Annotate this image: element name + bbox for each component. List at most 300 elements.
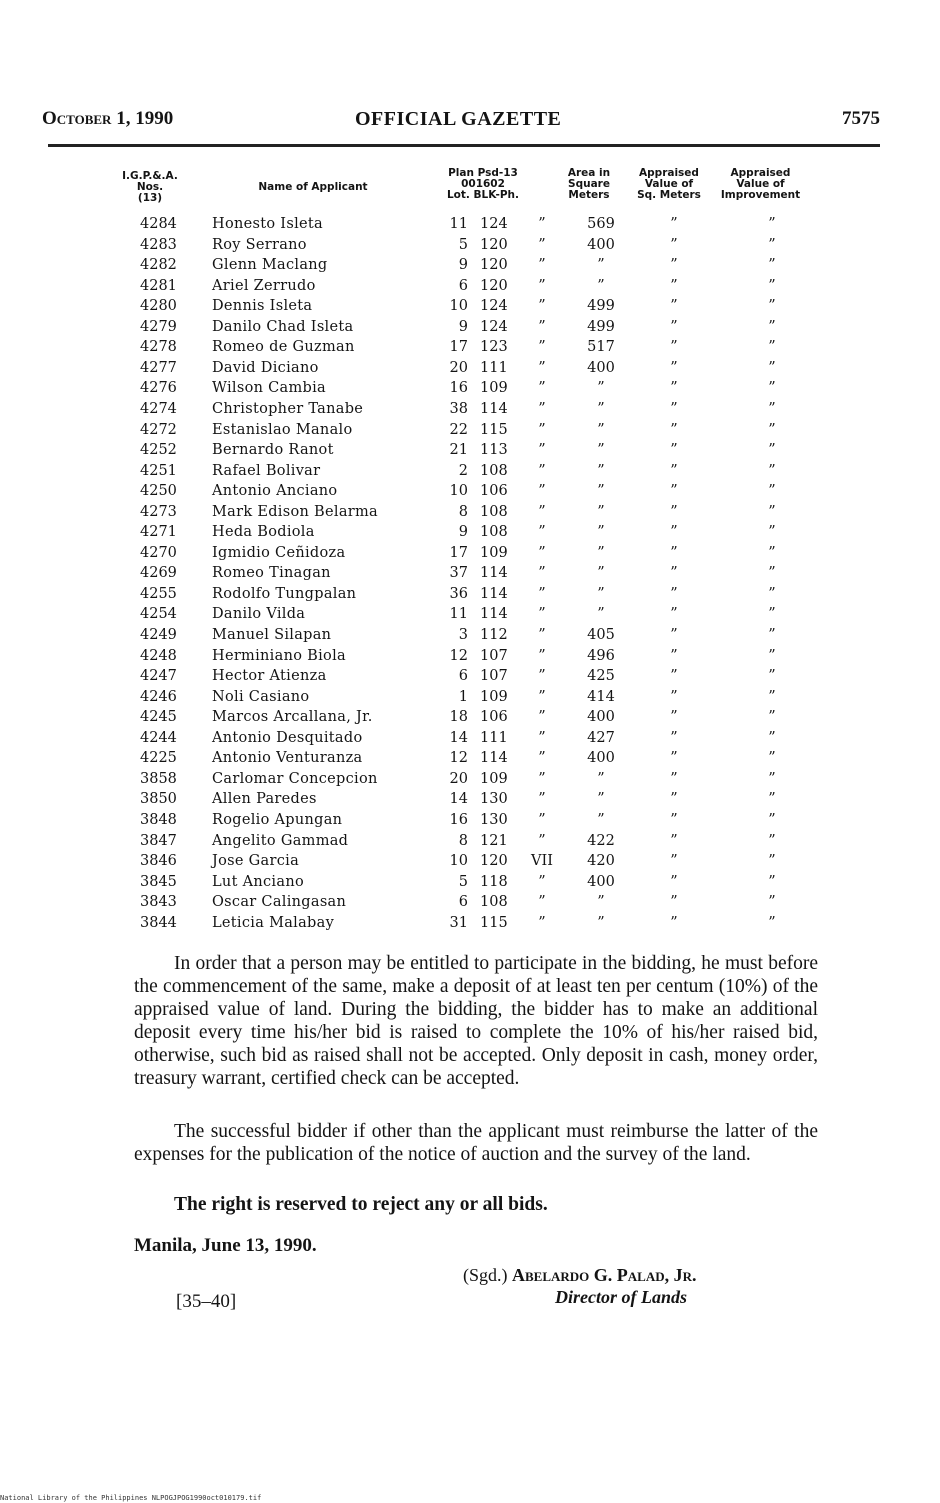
appraised-value: ” bbox=[670, 894, 678, 911]
appraised-value: ” bbox=[670, 216, 678, 232]
improvement-value: ” bbox=[768, 339, 776, 356]
area-sq-m: ” bbox=[597, 462, 605, 479]
area-sq-m: 517 bbox=[587, 339, 615, 356]
lot-number: 36 bbox=[449, 585, 468, 602]
improvement-value: ” bbox=[768, 791, 776, 808]
area-sq-m: 427 bbox=[587, 729, 615, 746]
area-sq-m: ” bbox=[597, 400, 605, 417]
lot-number: 14 bbox=[449, 791, 468, 808]
lot-number: 38 bbox=[449, 400, 468, 417]
improvement-value: ” bbox=[768, 236, 776, 253]
table-row bbox=[0, 237, 940, 257]
block-number: 109 bbox=[480, 544, 508, 561]
area-sq-m: ” bbox=[597, 811, 605, 828]
block-number: 113 bbox=[480, 442, 508, 459]
block-number: 123 bbox=[480, 339, 508, 356]
applicant-number: 3850 bbox=[140, 791, 177, 808]
lot-number: 6 bbox=[458, 894, 468, 911]
applicant-number: 4272 bbox=[140, 421, 177, 438]
appraised-value: ” bbox=[670, 380, 678, 397]
area-sq-m: 400 bbox=[587, 709, 615, 726]
phase: ” bbox=[538, 462, 546, 479]
lot-number: 6 bbox=[458, 277, 468, 294]
phase: ” bbox=[538, 277, 546, 294]
applicant-number: 3845 bbox=[140, 873, 177, 890]
phase: ” bbox=[538, 709, 546, 726]
area-sq-m: ” bbox=[597, 606, 605, 623]
block-number: 108 bbox=[480, 503, 508, 520]
signatory-title: Director of Lands bbox=[555, 1287, 687, 1307]
table-row bbox=[0, 545, 940, 565]
appraised-value: ” bbox=[670, 483, 678, 500]
scan-footer: National Library of the Philippines NLPOGJPOG1990oct010179.tif bbox=[0, 1494, 262, 1502]
improvement-value: ” bbox=[768, 483, 776, 500]
table-row bbox=[0, 915, 940, 935]
area-sq-m: 425 bbox=[587, 668, 615, 685]
appraised-value: ” bbox=[670, 585, 678, 602]
signature-line bbox=[463, 1265, 697, 1286]
phase: ” bbox=[538, 832, 546, 849]
applicant-number: 4283 bbox=[140, 236, 177, 253]
improvement-value: ” bbox=[768, 873, 776, 890]
appraised-value: ” bbox=[670, 873, 678, 890]
lot-number: 21 bbox=[449, 442, 468, 459]
improvement-value: ” bbox=[768, 606, 776, 623]
applicant-name: Glenn Maclang bbox=[212, 257, 328, 274]
appraised-value: ” bbox=[670, 791, 678, 808]
lot-number: 9 bbox=[458, 318, 468, 335]
lot-number: 16 bbox=[449, 811, 468, 828]
applicant-name: Hector Atienza bbox=[212, 668, 327, 685]
column-header-plan: Plan Psd-13 001602 Lot. BLK-Ph. bbox=[446, 167, 519, 201]
paragraph-right-reserved: The right is reserved to reject any or all bids. bbox=[174, 1194, 548, 1215]
block-number: 111 bbox=[480, 729, 508, 746]
applicant-name: Carlomar Concepcion bbox=[212, 770, 378, 787]
applicant-name: Danilo Vilda bbox=[212, 606, 306, 623]
applicant-name: Manuel Silapan bbox=[212, 627, 332, 643]
lot-number: 14 bbox=[449, 729, 468, 746]
block-number: 120 bbox=[480, 257, 508, 274]
table-row bbox=[0, 319, 940, 339]
table-row bbox=[0, 833, 940, 853]
block-number: 120 bbox=[480, 853, 508, 870]
phase: ” bbox=[538, 421, 546, 438]
applicant-name: Honesto Isleta bbox=[212, 216, 323, 232]
block-number: 114 bbox=[480, 750, 508, 767]
improvement-value: ” bbox=[768, 257, 776, 274]
lot-number: 6 bbox=[458, 668, 468, 685]
appraised-value: ” bbox=[670, 811, 678, 828]
applicant-number: 4269 bbox=[140, 565, 177, 582]
applicant-name: Danilo Chad Isleta bbox=[212, 318, 354, 335]
lot-number: 12 bbox=[449, 647, 468, 664]
appraised-value: ” bbox=[670, 277, 678, 294]
lot-number: 8 bbox=[458, 832, 468, 849]
lot-number: 22 bbox=[449, 421, 468, 438]
reference-number: [35–40] bbox=[176, 1291, 237, 1312]
improvement-value: ” bbox=[768, 729, 776, 746]
applicant-number: 3844 bbox=[140, 914, 177, 931]
applicant-name: Allen Paredes bbox=[212, 791, 317, 808]
area-sq-m: ” bbox=[597, 585, 605, 602]
lot-number: 8 bbox=[458, 503, 468, 520]
block-number: 108 bbox=[480, 462, 508, 479]
signed-mark: (Sgd.) bbox=[463, 1265, 508, 1285]
appraised-value: ” bbox=[670, 359, 678, 376]
applicant-name: Romeo de Guzman bbox=[212, 339, 355, 356]
area-sq-m: 400 bbox=[587, 359, 615, 376]
area-sq-m: ” bbox=[597, 565, 605, 582]
applicant-name: Romeo Tinagan bbox=[212, 565, 331, 582]
applicant-number: 3846 bbox=[140, 853, 177, 870]
applicant-number: 4280 bbox=[140, 298, 177, 315]
column-header-improvement: Appraised Value of Improvement bbox=[720, 167, 801, 201]
appraised-value: ” bbox=[670, 236, 678, 253]
phase: ” bbox=[538, 668, 546, 685]
block-number: 107 bbox=[480, 647, 508, 664]
applicant-name: Leticia Malabay bbox=[212, 914, 335, 931]
improvement-value: ” bbox=[768, 544, 776, 561]
applicant-number: 4279 bbox=[140, 318, 177, 335]
appraised-value: ” bbox=[670, 770, 678, 787]
block-number: 109 bbox=[480, 770, 508, 787]
applicant-name: Lut Anciano bbox=[212, 873, 304, 890]
area-sq-m: ” bbox=[597, 894, 605, 911]
table-row bbox=[0, 730, 940, 750]
phase: ” bbox=[538, 339, 546, 356]
phase: ” bbox=[538, 236, 546, 253]
block-number: 108 bbox=[480, 894, 508, 911]
column-header-area: Area in Square Meters bbox=[567, 167, 611, 201]
block-number: 130 bbox=[480, 791, 508, 808]
improvement-value: ” bbox=[768, 298, 776, 315]
phase: ” bbox=[538, 627, 546, 643]
block-number: 107 bbox=[480, 668, 508, 685]
column-header-name: Name of Applicant bbox=[258, 181, 368, 193]
applicant-number: 4276 bbox=[140, 380, 177, 397]
applicant-name: Herminiano Biola bbox=[212, 647, 346, 664]
table-row bbox=[0, 339, 940, 359]
improvement-value: ” bbox=[768, 750, 776, 767]
table-row bbox=[0, 791, 940, 811]
applicant-number: 4284 bbox=[140, 216, 177, 232]
phase: ” bbox=[538, 380, 546, 397]
applicant-number: 3843 bbox=[140, 894, 177, 911]
lot-number: 10 bbox=[449, 853, 468, 870]
lot-number: 9 bbox=[458, 524, 468, 541]
area-sq-m: ” bbox=[597, 503, 605, 520]
phase: ” bbox=[538, 298, 546, 315]
table-row bbox=[0, 524, 940, 544]
phase: ” bbox=[538, 524, 546, 541]
appraised-value: ” bbox=[670, 298, 678, 315]
phase: ” bbox=[538, 770, 546, 787]
block-number: 121 bbox=[480, 832, 508, 849]
appraised-value: ” bbox=[670, 832, 678, 849]
lot-number: 12 bbox=[449, 750, 468, 767]
applicant-name: Jose Garcia bbox=[212, 853, 300, 870]
table-row bbox=[0, 586, 940, 606]
phase: ” bbox=[538, 914, 546, 931]
phase: ” bbox=[538, 442, 546, 459]
lot-number: 37 bbox=[449, 565, 468, 582]
applicant-number: 4270 bbox=[140, 544, 177, 561]
applicant-name: Dennis Isleta bbox=[212, 298, 313, 315]
lot-number: 10 bbox=[449, 298, 468, 315]
improvement-value: ” bbox=[768, 318, 776, 335]
phase: ” bbox=[538, 400, 546, 417]
area-sq-m: ” bbox=[597, 380, 605, 397]
area-sq-m: 569 bbox=[587, 216, 615, 232]
block-number: 124 bbox=[480, 298, 508, 315]
improvement-value: ” bbox=[768, 770, 776, 787]
appraised-value: ” bbox=[670, 421, 678, 438]
table-row bbox=[0, 565, 940, 585]
header-date: October 1, 1990 bbox=[42, 108, 174, 129]
phase: ” bbox=[538, 647, 546, 664]
applicant-name: Rogelio Apungan bbox=[212, 811, 343, 828]
applicant-number: 4277 bbox=[140, 359, 177, 376]
block-number: 115 bbox=[480, 914, 508, 931]
table-row bbox=[0, 278, 940, 298]
applicant-name: David Diciano bbox=[212, 359, 319, 376]
applicant-number: 4252 bbox=[140, 442, 177, 459]
table-row bbox=[0, 668, 940, 688]
lot-number: 5 bbox=[458, 236, 468, 253]
appraised-value: ” bbox=[670, 565, 678, 582]
appraised-value: ” bbox=[670, 709, 678, 726]
applicant-number: 4248 bbox=[140, 647, 177, 664]
appraised-value: ” bbox=[670, 668, 678, 685]
area-sq-m: 422 bbox=[587, 832, 615, 849]
applicant-name: Antonio Venturanza bbox=[212, 750, 363, 767]
appraised-value: ” bbox=[670, 462, 678, 479]
applicant-name: Ariel Zerrudo bbox=[212, 277, 316, 294]
lot-number: 20 bbox=[449, 770, 468, 787]
table-row bbox=[0, 298, 940, 318]
block-number: 115 bbox=[480, 421, 508, 438]
block-number: 112 bbox=[480, 627, 508, 643]
table-row bbox=[0, 360, 940, 380]
area-sq-m: 420 bbox=[587, 853, 615, 870]
block-number: 114 bbox=[480, 606, 508, 623]
table-row bbox=[0, 380, 940, 400]
applicant-number: 4274 bbox=[140, 400, 177, 417]
area-sq-m: ” bbox=[597, 483, 605, 500]
applicant-name: Rafael Bolivar bbox=[212, 462, 321, 479]
area-sq-m: ” bbox=[597, 277, 605, 294]
phase: ” bbox=[538, 811, 546, 828]
block-number: 114 bbox=[480, 400, 508, 417]
appraised-value: ” bbox=[670, 503, 678, 520]
applicant-number: 4225 bbox=[140, 750, 177, 767]
applicant-number: 4281 bbox=[140, 277, 177, 294]
applicant-name: Bernardo Ranot bbox=[212, 442, 334, 459]
lot-number: 10 bbox=[449, 483, 468, 500]
area-sq-m: 496 bbox=[587, 647, 615, 664]
lot-number: 31 bbox=[449, 914, 468, 931]
applicant-name: Estanislao Manalo bbox=[212, 421, 353, 438]
paragraph-deposit: In order that a person may be entitled to participate in the bidding, he must before the commencement of the same, make a deposit of at least ten per centum (10%) of the appraised value of land. During the bidding, the bidder has to make an additional deposit every time his/her bid is raised to complete the 10% of his/her raised bid, otherwise, such bid as raised shall not be accepted. Only deposit in cash, money order, treasury warrant, certified check can be accepted. bbox=[134, 953, 818, 1089]
place-date: Manila, June 13, 1990. bbox=[134, 1235, 317, 1256]
applicant-number: 4244 bbox=[140, 729, 177, 746]
improvement-value: ” bbox=[768, 462, 776, 479]
phase: ” bbox=[538, 565, 546, 582]
applicant-name: Noli Casiano bbox=[212, 688, 310, 705]
improvement-value: ” bbox=[768, 400, 776, 417]
phase: ” bbox=[538, 750, 546, 767]
applicant-name: Roy Serrano bbox=[212, 236, 307, 253]
table-row bbox=[0, 894, 940, 914]
table-row bbox=[0, 463, 940, 483]
table-row bbox=[0, 874, 940, 894]
header-rule bbox=[48, 144, 880, 147]
block-number: 118 bbox=[480, 873, 508, 890]
appraised-value: ” bbox=[670, 442, 678, 459]
applicant-number: 4245 bbox=[140, 709, 177, 726]
appraised-value: ” bbox=[670, 627, 678, 643]
applicant-number: 4282 bbox=[140, 257, 177, 274]
appraised-value: ” bbox=[670, 400, 678, 417]
improvement-value: ” bbox=[768, 277, 776, 294]
appraised-value: ” bbox=[670, 750, 678, 767]
appraised-value: ” bbox=[670, 688, 678, 705]
phase: ” bbox=[538, 894, 546, 911]
applicant-number: 3847 bbox=[140, 832, 177, 849]
improvement-value: ” bbox=[768, 709, 776, 726]
block-number: 106 bbox=[480, 709, 508, 726]
applicant-number: 4249 bbox=[140, 627, 177, 643]
block-number: 120 bbox=[480, 236, 508, 253]
phase: ” bbox=[538, 257, 546, 274]
block-number: 124 bbox=[480, 216, 508, 232]
lot-number: 16 bbox=[449, 380, 468, 397]
applicant-name: Rodolfo Tungpalan bbox=[212, 585, 357, 602]
phase: ” bbox=[538, 503, 546, 520]
improvement-value: ” bbox=[768, 894, 776, 911]
improvement-value: ” bbox=[768, 524, 776, 541]
area-sq-m: ” bbox=[597, 770, 605, 787]
appraised-value: ” bbox=[670, 853, 678, 870]
lot-number: 17 bbox=[449, 339, 468, 356]
appraised-value: ” bbox=[670, 544, 678, 561]
applicant-number: 3858 bbox=[140, 770, 177, 787]
improvement-value: ” bbox=[768, 688, 776, 705]
appraised-value: ” bbox=[670, 318, 678, 335]
appraised-value: ” bbox=[670, 914, 678, 931]
phase: ” bbox=[538, 318, 546, 335]
phase: ” bbox=[538, 585, 546, 602]
phase: ” bbox=[538, 729, 546, 746]
area-sq-m: ” bbox=[597, 544, 605, 561]
applicant-number: 4250 bbox=[140, 483, 177, 500]
block-number: 109 bbox=[480, 380, 508, 397]
applicant-name: Oscar Calingasan bbox=[212, 894, 347, 911]
block-number: 108 bbox=[480, 524, 508, 541]
improvement-value: ” bbox=[768, 216, 776, 232]
area-sq-m: 499 bbox=[587, 318, 615, 335]
improvement-value: ” bbox=[768, 853, 776, 870]
appraised-value: ” bbox=[670, 339, 678, 356]
applicant-number: 4247 bbox=[140, 668, 177, 685]
applicant-number: 4255 bbox=[140, 585, 177, 602]
appraised-value: ” bbox=[670, 647, 678, 664]
area-sq-m: ” bbox=[597, 442, 605, 459]
improvement-value: ” bbox=[768, 380, 776, 397]
phase: ” bbox=[538, 606, 546, 623]
phase: ” bbox=[538, 216, 546, 232]
table-row bbox=[0, 504, 940, 524]
signatory-name: Abelardo G. Palad, Jr. bbox=[512, 1265, 697, 1285]
area-sq-m: 400 bbox=[587, 750, 615, 767]
table-row bbox=[0, 853, 940, 873]
phase: VII bbox=[531, 853, 553, 870]
table-row bbox=[0, 771, 940, 791]
table-row bbox=[0, 812, 940, 832]
improvement-value: ” bbox=[768, 627, 776, 643]
phase: ” bbox=[538, 791, 546, 808]
block-number: 130 bbox=[480, 811, 508, 828]
phase: ” bbox=[538, 483, 546, 500]
improvement-value: ” bbox=[768, 832, 776, 849]
applicant-number: 4273 bbox=[140, 503, 177, 520]
table-row bbox=[0, 257, 940, 277]
area-sq-m: 405 bbox=[587, 627, 615, 643]
block-number: 109 bbox=[480, 688, 508, 705]
improvement-value: ” bbox=[768, 421, 776, 438]
applicant-name: Igmidio Ceñidoza bbox=[212, 544, 346, 561]
paragraph-reimburse: The successful bidder if other than the applicant must reimburse the latter of the expenses for the publication of the notice of auction and the survey of the land. bbox=[134, 1121, 818, 1165]
column-header-value: Appraised Value of Sq. Meters bbox=[637, 167, 701, 201]
block-number: 111 bbox=[480, 359, 508, 376]
area-sq-m: ” bbox=[597, 914, 605, 931]
phase: ” bbox=[538, 873, 546, 890]
table-row bbox=[0, 401, 940, 421]
block-number: 114 bbox=[480, 565, 508, 582]
column-header-nos: I.G.P.&.A. Nos. (13) bbox=[122, 170, 178, 204]
header-title: OFFICIAL GAZETTE bbox=[355, 108, 562, 130]
applicant-name: Heda Bodiola bbox=[212, 524, 315, 541]
applicant-number: 4271 bbox=[140, 524, 177, 541]
applicant-name: Wilson Cambia bbox=[212, 380, 326, 397]
area-sq-m: ” bbox=[597, 257, 605, 274]
improvement-value: ” bbox=[768, 359, 776, 376]
applicant-name: Antonio Desquitado bbox=[212, 729, 363, 746]
applicant-number: 4251 bbox=[140, 462, 177, 479]
lot-number: 20 bbox=[449, 359, 468, 376]
area-sq-m: 499 bbox=[587, 298, 615, 315]
table-row bbox=[0, 442, 940, 462]
appraised-value: ” bbox=[670, 257, 678, 274]
appraised-value: ” bbox=[670, 606, 678, 623]
lot-number: 11 bbox=[449, 606, 468, 623]
page-number: 7575 bbox=[842, 108, 880, 129]
block-number: 114 bbox=[480, 585, 508, 602]
area-sq-m: 400 bbox=[587, 873, 615, 890]
appraised-value: ” bbox=[670, 524, 678, 541]
area-sq-m: ” bbox=[597, 524, 605, 541]
lot-number: 9 bbox=[458, 257, 468, 274]
block-number: 106 bbox=[480, 483, 508, 500]
improvement-value: ” bbox=[768, 647, 776, 664]
improvement-value: ” bbox=[768, 668, 776, 685]
table-row bbox=[0, 648, 940, 668]
improvement-value: ” bbox=[768, 914, 776, 931]
improvement-value: ” bbox=[768, 811, 776, 828]
table-row bbox=[0, 689, 940, 709]
appraised-value: ” bbox=[670, 729, 678, 746]
table-row bbox=[0, 627, 940, 647]
